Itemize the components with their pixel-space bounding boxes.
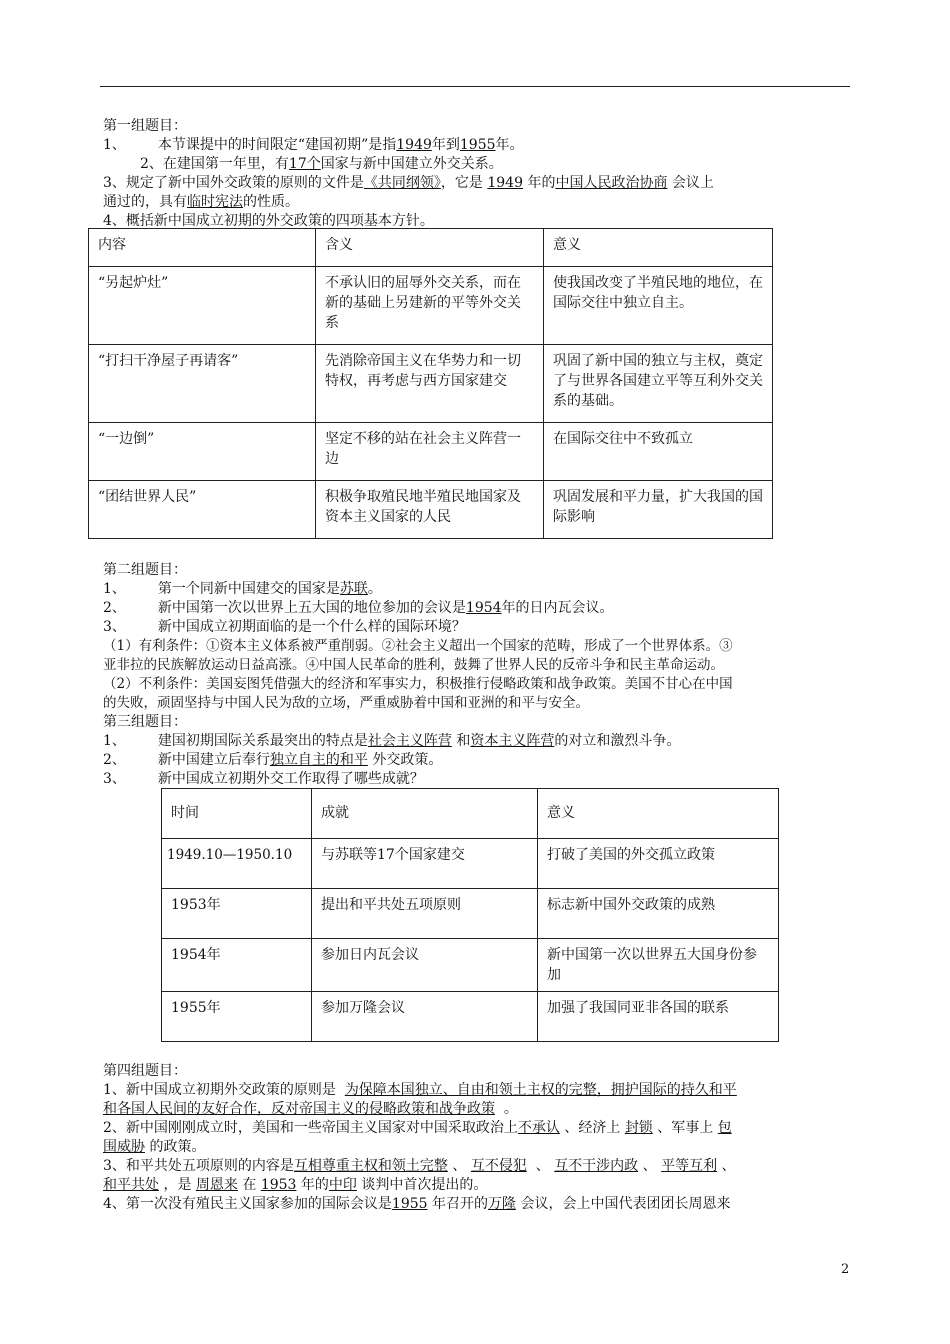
table-cell: 不承认旧的屈辱外交关系，而在新的基础上另建新的平等外交关系 <box>316 267 544 345</box>
table-cell: 先消除帝国主义在华势力和一切特权，再考虑与西方国家建交 <box>316 345 544 423</box>
g1-q1: 1、 本节课提中的时间限定“建国初期”是指1949年到1955年。 <box>103 137 524 153</box>
g2-q1: 1、 第一个同新中国建交的国家是苏联。 <box>103 581 382 597</box>
table-row <box>162 939 779 992</box>
table-row <box>89 481 773 539</box>
group1-heading: 第一组题目： <box>103 118 187 134</box>
table-cell: “团结世界人民” <box>89 481 316 539</box>
table-header-cell: 成就 <box>312 789 538 839</box>
table-cell: 1955年 <box>162 992 312 1042</box>
table-header-cell: 含义 <box>316 229 544 267</box>
table-row <box>162 889 779 939</box>
table-header-cell: 时间 <box>162 789 312 839</box>
table-cell: 1949.10—1950.10 <box>162 839 312 889</box>
header-rule <box>100 86 850 87</box>
table-cell: 巩固发展和平力量，扩大我国的国际影响 <box>544 481 773 539</box>
table-cell: 新中国第一次以世界五大国身份参加 <box>538 939 779 992</box>
table-cell: 积极争取殖民地半殖民地国家及资本主义国家的人民 <box>316 481 544 539</box>
g2-para-4: 的失败，顽固坚持与中国人民为敌的立场，严重威胁着中国和亚洲的和平与安全。 <box>103 695 589 711</box>
table-cell: “另起炉灶” <box>89 267 316 345</box>
g3-q2: 2、 新中国建立后奉行独立自主的和平 外交政策。 <box>103 752 443 768</box>
table-header-cell: 意义 <box>544 229 773 267</box>
g2-para-3: （2）不利条件：美国妄图凭借强大的经济和军事实力，积极推行侵略政策和战争政策。美国不甘心在中国 <box>103 676 733 692</box>
table-row <box>162 992 779 1042</box>
g2-para-1: （1）有利条件：①资本主义体系被严重削弱。②社会主义超出一个国家的范畴，形成了一个世界体系。③ <box>103 638 733 654</box>
table-cell: 加强了我国同亚非各国的联系 <box>538 992 779 1042</box>
g4-q4: 4、第一次没有殖民主义国家参加的国际会议是1955 年召开的万隆 会议，会上中国代表团团长周恩来 <box>103 1196 731 1212</box>
policy-table <box>88 228 773 539</box>
g4-q2-cont: 围威胁 的政策。 <box>103 1139 206 1155</box>
table-cell: 标志新中国外交政策的成熟 <box>538 889 779 939</box>
g4-q3: 3、和平共处五项原则的内容是互相尊重主权和领土完整 、 互不侵犯 、 互不干涉内政 、 平等互利 、 <box>103 1158 736 1174</box>
g2-q3: 3、 新中国成立初期面临的是一个什么样的国际环境？ <box>103 619 466 635</box>
table-cell: 1953年 <box>162 889 312 939</box>
g2-para-2: 亚非拉的民族解放运动日益高涨。④中国人民革命的胜利，鼓舞了世界人民的反帝斗争和民主革命运动。 <box>103 657 724 673</box>
table-row <box>89 345 773 423</box>
table-cell: 提出和平共处五项原则 <box>312 889 538 939</box>
g4-q1-cont: 和各国人民间的友好合作，反对帝国主义的侵略政策和战争政策 。 <box>103 1101 518 1117</box>
table-row <box>89 267 773 345</box>
g1-q4: 4、概括新中国成立初期的外交政策的四项基本方针。 <box>103 213 434 229</box>
group3-heading: 第三组题目： <box>103 714 187 730</box>
g3-q3: 3、 新中国成立初期外交工作取得了哪些成就？ <box>103 771 424 787</box>
table-row <box>162 789 779 839</box>
table-row <box>89 229 773 267</box>
table-cell: 打破了美国的外交孤立政策 <box>538 839 779 889</box>
table-cell: 参加日内瓦会议 <box>312 939 538 992</box>
g1-q3-cont: 通过的，具有临时宪法的性质。 <box>103 194 299 210</box>
table-cell: “打扫干净屋子再请客” <box>89 345 316 423</box>
table-header-cell: 意义 <box>538 789 779 839</box>
table-cell: 在国际交往中不致孤立 <box>544 423 773 481</box>
page-number: 2 <box>841 1262 850 1277</box>
g1-q2: 2、在建国第一年里，有17个国家与新中国建立外交关系。 <box>140 156 503 172</box>
g4-q2: 2、新中国刚刚成立时，美国和一些帝国主义国家对中国采取政治上不承认 、经济上 封锁 、军事上 包 <box>103 1120 732 1136</box>
table-cell: 与苏联等17个国家建交 <box>312 839 538 889</box>
table-cell: 1954年 <box>162 939 312 992</box>
table-header-cell: 内容 <box>89 229 316 267</box>
g1-q3: 3、规定了新中国外交政策的原则的文件是《共同纲领》，它是 1949 年的中国人民政治协商 会议上 <box>103 175 714 191</box>
achievements-table <box>161 788 779 1042</box>
table-cell: 坚定不移的站在社会主义阵营一边 <box>316 423 544 481</box>
group4-heading: 第四组题目： <box>103 1063 187 1079</box>
table-cell: 巩固了新中国的独立与主权，奠定了与世界各国建立平等互利外交关系的基础。 <box>544 345 773 423</box>
table-cell: “一边倒” <box>89 423 316 481</box>
table-cell: 使我国改变了半殖民地的地位，在国际交往中独立自主。 <box>544 267 773 345</box>
table-row <box>89 423 773 481</box>
table-cell: 参加万隆会议 <box>312 992 538 1042</box>
table-row <box>162 839 779 889</box>
g4-q3-cont: 和平共处 ，是 周恩来 在 1953 年的中印 谈判中首次提出的。 <box>103 1177 488 1193</box>
g3-q1: 1、 建国初期国际关系最突出的特点是社会主义阵营 和资本主义阵营的对立和激烈斗争。 <box>103 733 681 749</box>
g4-q1: 1、新中国成立初期外交政策的原则是 为保障本国独立、自由和领土主权的完整，拥护国际的持久和平 <box>103 1082 737 1098</box>
group2-heading: 第二组题目： <box>103 562 187 578</box>
g2-q2: 2、 新中国第一次以世界上五大国的地位参加的会议是1954年的日内瓦会议。 <box>103 600 614 616</box>
